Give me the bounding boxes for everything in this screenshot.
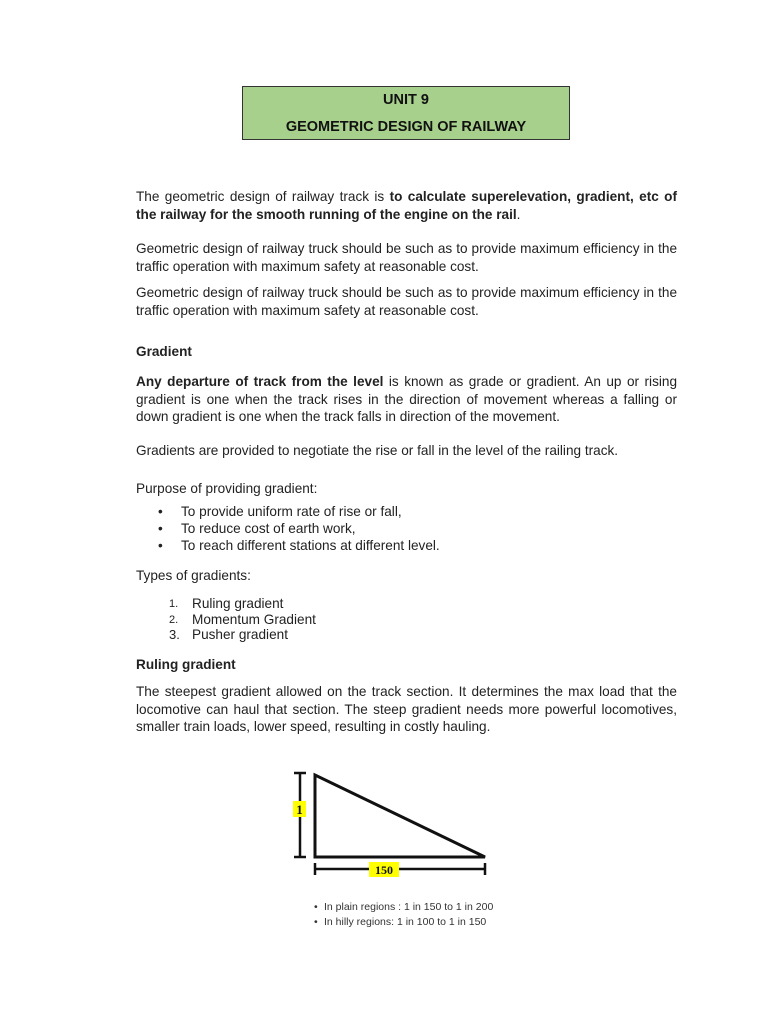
list-item: • In hilly regions: 1 in 100 to 1 in 150 xyxy=(314,915,493,930)
list-number: 1. xyxy=(169,598,179,610)
intro-paragraph xyxy=(136,188,677,223)
list-label: Momentum Gradient xyxy=(192,611,316,627)
types-heading: Types of gradients: xyxy=(136,568,251,583)
ruling-text: The steepest gradient allowed on the track section. It determines the max load that the locomotive can haul that section. The steep gradient needs more powerful locomotives, smaller train loads, lower speed, resulting in costly hauling. xyxy=(136,684,677,734)
purpose-heading: Purpose of providing gradient: xyxy=(136,481,318,496)
purpose-list xyxy=(136,503,440,554)
intro-lead: The geometric design of railway track is xyxy=(136,189,390,204)
unit-number: UNIT 9 xyxy=(383,92,429,108)
list-item: • In plain regions : 1 in 150 to 1 in 200 xyxy=(314,900,493,915)
list-item: • To reduce cost of earth work, xyxy=(136,520,440,537)
list-item: • To provide uniform rate of rise or fall, xyxy=(136,503,440,520)
gradient-definition xyxy=(136,373,677,426)
gradient-heading: Gradient xyxy=(136,344,192,359)
gradient-def-rest: is known as grade or gradient. An up or rising gradient is one when the track rises in the direction of movement whereas a falling or down gradient is one when the track falls in direction of the movement. xyxy=(136,374,678,424)
list-item xyxy=(136,627,316,643)
paragraph-2: Geometric design of railway truck should be such as to provide maximum efficiency in the traffic operation with maximum safety at reasonable cost. xyxy=(136,285,677,318)
list-label: Pusher gradient xyxy=(192,627,288,642)
gradient-def-bold: Any departure of track from the level xyxy=(136,374,384,389)
unit-title-box xyxy=(242,86,570,140)
gradient-triangle xyxy=(315,775,485,857)
list-label: Ruling gradient xyxy=(192,596,284,611)
rise-label: 1 xyxy=(296,802,303,817)
list-number: 3. xyxy=(169,627,180,642)
types-list xyxy=(136,596,316,643)
list-item: • To reach different stations at different level. xyxy=(136,537,440,554)
gradient-provided: Gradients are provided to negotiate the rise or fall in the level of the railing track. xyxy=(136,443,619,458)
intro-tail: . xyxy=(516,206,521,222)
list-item xyxy=(136,612,316,628)
list-number: 2. xyxy=(169,613,179,626)
unit-heading: GEOMETRIC DESIGN OF RAILWAY xyxy=(285,119,527,135)
paragraph-1: Geometric design of railway truck should be such as to provide maximum efficiency in the traffic operation with maximum safety at reasonable cost. xyxy=(136,241,677,274)
ruling-heading: Ruling gradient xyxy=(136,657,236,672)
intro-bold: to calculate superelevation, gradient, etc of the railway for the smooth running of the engine on the rail xyxy=(136,189,677,222)
list-item xyxy=(136,596,316,612)
run-label: 150 xyxy=(375,863,393,877)
figure-notes xyxy=(314,900,493,930)
